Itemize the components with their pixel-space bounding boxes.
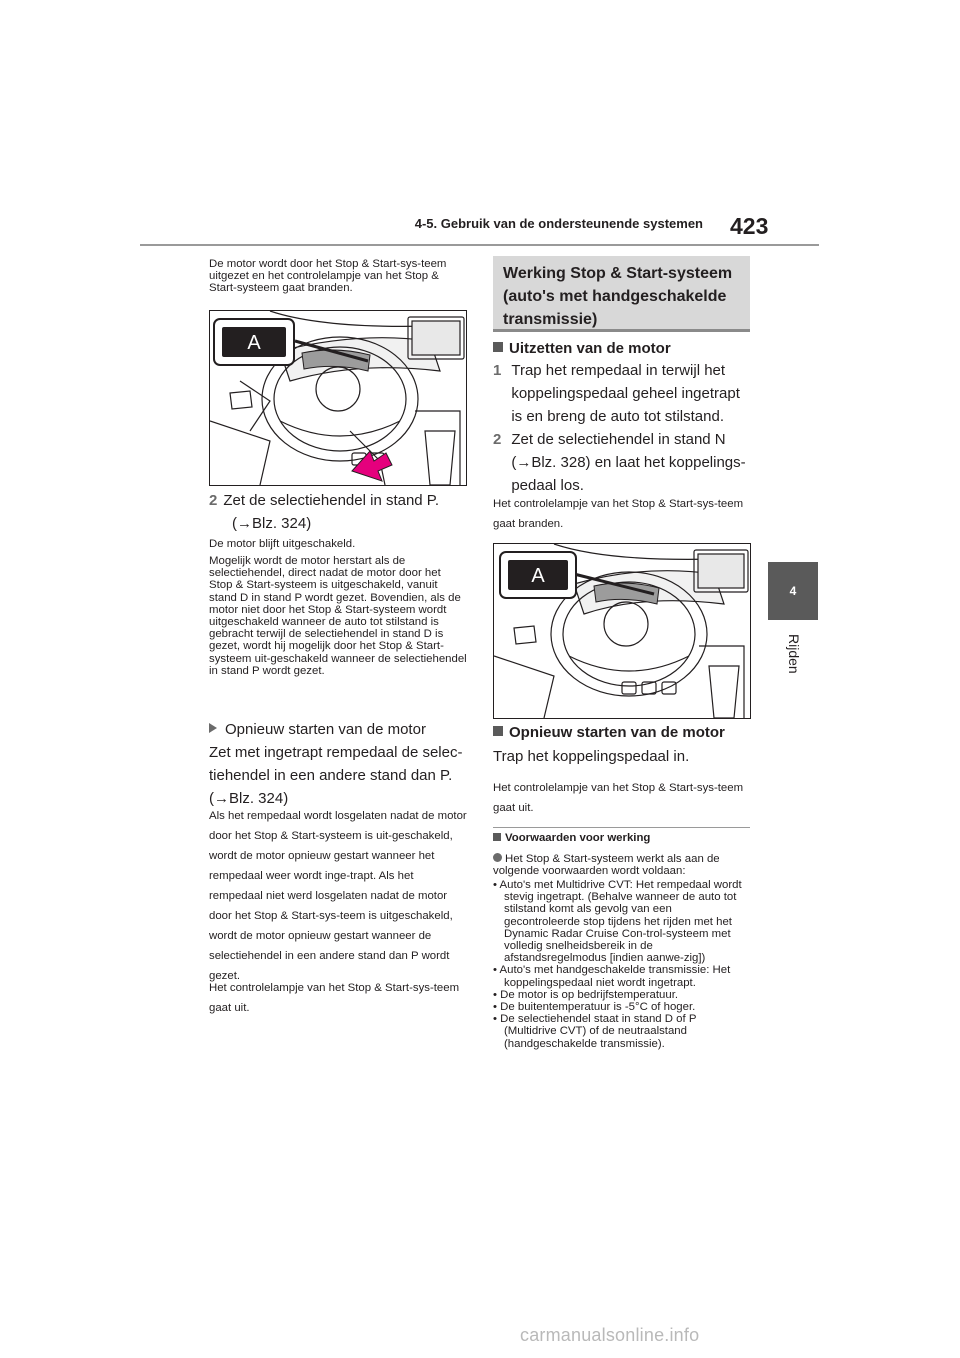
restart-heading-text: Opnieuw starten van de motor	[225, 721, 426, 738]
header-divider	[140, 244, 819, 246]
restart-body-cvt: Zet met ingetrapt rempedaal de selec-tiehendel in een andere stand dan P. (→Blz. 324)	[209, 744, 463, 807]
circle-bullet-icon	[493, 853, 502, 862]
restart-note2-cvt: Het controlelampje van het Stop & Start-sys-teem gaat uit.	[209, 982, 460, 1014]
step2m-text: Zet de selectiehendel in stand N (→Blz. 328) en laat het koppelings-pedaal los.	[511, 431, 746, 494]
manual-step1	[493, 359, 750, 428]
chapter-label-wrap	[778, 626, 808, 686]
note-engine-off: De motor blijft uitgeschakeld.	[209, 538, 356, 550]
square-bullet-icon	[493, 726, 503, 736]
restart-body-manual: Trap het koppelingspedaal in.	[493, 748, 690, 765]
figure-dashboard-1	[209, 310, 467, 486]
engine-off-heading-text: Uitzetten van de motor	[509, 340, 671, 357]
divider-rule	[493, 827, 750, 828]
conditions-list	[493, 879, 750, 1050]
step2-line2: (→Blz. 324)	[232, 515, 312, 532]
step1-text: Trap het rempedaal in terwijl het koppelingspedaal geheel ingetrapt is en breng de auto tot stilstand.	[511, 362, 740, 425]
square-bullet-icon	[493, 833, 501, 841]
section-title: 4-5. Gebruik van de ondersteunende systemen	[414, 216, 703, 231]
step1-number: 1	[493, 362, 502, 379]
engine-off-note: Het controlelampje van het Stop & Start-sys-teem gaat branden.	[493, 498, 744, 530]
figure1-label: A	[247, 332, 261, 354]
chapter-tab: 4	[768, 562, 818, 620]
conditions-heading	[493, 832, 750, 844]
conditions-heading-text: Voorwaarden voor werking	[505, 832, 651, 844]
list-item: • De selectiehendel staat in stand D of P (Multidrive CVT) of de neutraalstand (handgeschakelde transmissie).	[493, 1013, 697, 1050]
list-item: • De motor is op bedrijfstemperatuur.	[493, 988, 679, 1001]
manual-step2	[493, 428, 750, 497]
step2-cvt	[209, 489, 467, 535]
note-restart-cases: Mogelijk wordt de motor herstart als de selectiehendel, direct nadat de motor door het Stop & Start-systeem is uitgeschakeld, vanuit stand D in stand P wordt gezet. Bovendien, als de motor niet door het Stop & Start-systeem wordt uitgeschakeld wanneer de auto tot stilstand is gebracht terwijl de selectiehendel in stand D is gezet, wordt hij mogelijk door het Stop & Start-systeem uit-geschakeld wanneer de selectiehendel in stand P wordt gezet.	[209, 555, 467, 677]
square-bullet-icon	[493, 342, 503, 352]
figure-dashboard-2	[493, 543, 751, 719]
figure2-label: A	[531, 565, 545, 587]
step2-number: 2	[209, 492, 218, 509]
conditions-intro	[493, 853, 750, 877]
step2-line1: Zet de selectiehendel in stand P.	[223, 492, 440, 509]
watermark: carmanualsonline.info	[520, 1325, 700, 1345]
list-item: • Auto's met Multidrive CVT: Het rempedaal wordt stevig ingetrapt. (Behalve wanneer de auto tot stilstand komt als gevolg van een gecontroleerde stop tijdens het rijden met het Dynamic Radar Cruise Con-trol-systeem met volledig snelheidsbereik in de afstandsregelmodus [indien aanwe-zig])	[493, 879, 742, 965]
step2m-number: 2	[493, 431, 502, 448]
restart-heading-manual-text: Opnieuw starten van de motor	[509, 724, 725, 741]
page-number: 423	[730, 213, 769, 239]
manual-section-heading: Werking Stop & Start-systeem (auto's met handgeschakelde transmissie)	[493, 256, 750, 332]
conditions-intro-text: Het Stop & Start-systeem werkt als aan de volgende voorwaarden wordt voldaan:	[493, 853, 720, 878]
triangle-icon	[209, 723, 217, 733]
restart-note-manual: Het controlelampje van het Stop & Start-sys-teem gaat uit.	[493, 782, 744, 814]
list-item: • De buitentemperatuur is -5°C of hoger.	[493, 1001, 696, 1014]
intro-text: De motor wordt door het Stop & Start-sys-teem uitgezet en het controlelampje van het Stop & Start-systeem gaat branden.	[209, 258, 447, 295]
chapter-label: Rijden	[786, 634, 802, 674]
restart-heading-cvt	[209, 719, 467, 741]
engine-off-heading	[493, 338, 750, 360]
dashboard-illustration-1	[210, 311, 466, 485]
dashboard-illustration-2	[494, 544, 750, 718]
restart-note-cvt: Als het rempedaal wordt losgelaten nadat de motor door het Stop & Start-systeem is uit-geschakeld, wordt de motor opnieuw gestart wanneer het rempedaal weer wordt inge-trapt. Als het rempedaal niet werd losgelaten nadat de motor door het Stop & Start-sys-teem is uitgeschakeld, wordt de motor opnieuw gestart wanneer de selectiehendel in een andere stand dan P wordt gezet.	[209, 810, 467, 982]
list-item: • Auto's met handgeschakelde transmissie: Het koppelingspedaal niet wordt ingetrapt.	[493, 964, 731, 989]
restart-heading-manual	[493, 722, 750, 744]
